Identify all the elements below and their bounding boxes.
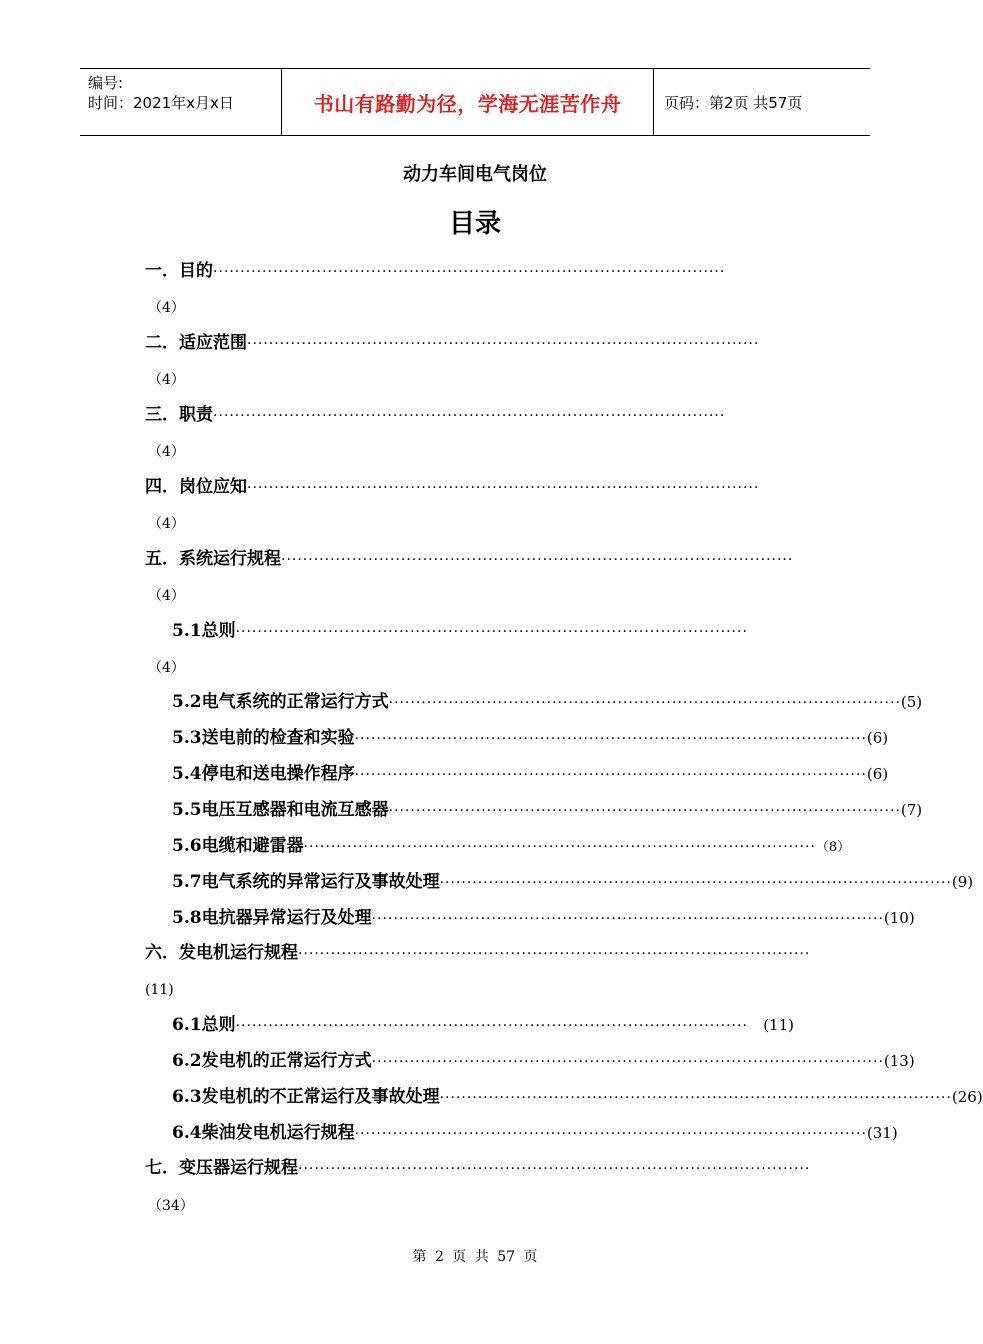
toc-entry[interactable] bbox=[145, 259, 777, 283]
toc-leader: ······························································································ bbox=[213, 408, 726, 424]
toc-entry[interactable] bbox=[172, 834, 851, 858]
toc-leader: ······························································································ bbox=[247, 336, 760, 352]
toc-leader: ······························································································ bbox=[247, 480, 760, 496]
toc-leader: ······························································································ bbox=[388, 803, 901, 819]
toc-entry[interactable] bbox=[172, 726, 889, 750]
motto-text: 书山有路勤为径，学海无涯苦作舟 bbox=[282, 69, 654, 135]
toc-page-number: （4） bbox=[148, 372, 185, 388]
toc-label: 5.1总则 bbox=[172, 621, 236, 641]
toc-label: 四．岗位应知 bbox=[145, 477, 247, 497]
toc-page-number: (11) bbox=[763, 1016, 794, 1034]
toc-entry[interactable] bbox=[145, 331, 777, 355]
doc-title: 目录 bbox=[448, 209, 501, 239]
toc-entry[interactable] bbox=[172, 690, 923, 714]
toc-page-number: （4） bbox=[148, 516, 185, 532]
toc-entry[interactable] bbox=[145, 547, 794, 571]
doc-subtitle: 动力车间电气岗位 bbox=[403, 164, 547, 185]
toc-leader: ······························································································ bbox=[298, 946, 811, 962]
header-table bbox=[80, 68, 870, 136]
toc-label: 6.1总则 bbox=[172, 1015, 236, 1035]
toc-leader: ······························································································ bbox=[213, 264, 726, 280]
toc-leader: ······························································································ bbox=[235, 624, 748, 640]
toc-label: 五．系统运行规程 bbox=[145, 549, 281, 569]
toc-label: 5.2电气系统的正常运行方式 bbox=[172, 692, 389, 712]
toc-entry[interactable] bbox=[172, 906, 915, 930]
toc-label: 七．变压器运行规程 bbox=[145, 1158, 298, 1178]
toc-entry[interactable] bbox=[172, 619, 780, 643]
toc-label: 六．发电机运行规程 bbox=[145, 943, 298, 963]
header-left-cell bbox=[80, 69, 282, 135]
toc-entry[interactable] bbox=[145, 403, 777, 427]
toc-leader: ······························································································ bbox=[371, 1054, 884, 1070]
toc-leader: ······························································································ bbox=[354, 731, 867, 747]
toc-page-number: （4） bbox=[148, 588, 185, 604]
toc-label: 一．目的 bbox=[145, 261, 213, 281]
toc-page-number: （4） bbox=[148, 300, 185, 316]
page-footer: 第 2 页 共 57 页 bbox=[412, 1249, 538, 1265]
toc-entry[interactable] bbox=[145, 475, 777, 499]
toc-leader: ······························································································ bbox=[354, 1126, 867, 1142]
toc-entry[interactable] bbox=[172, 762, 889, 786]
toc-leader: ······························································································ bbox=[388, 695, 901, 711]
toc-label: 三．职责 bbox=[145, 405, 213, 425]
toc-entry[interactable] bbox=[145, 941, 811, 965]
toc-page-number: (6) bbox=[866, 729, 889, 747]
toc-entry[interactable] bbox=[172, 1085, 983, 1109]
toc-entry[interactable] bbox=[172, 1013, 794, 1037]
toc-leader: ······························································································ bbox=[281, 552, 794, 568]
toc-label: 6.3发电机的不正常运行及事故处理 bbox=[172, 1087, 440, 1107]
toc-label: 5.3送电前的检查和实验 bbox=[172, 728, 355, 748]
toc-label: 5.7电气系统的异常运行及事故处理 bbox=[172, 872, 440, 892]
toc-page-number: （4） bbox=[148, 660, 185, 676]
toc-label: 5.5电压互感器和电流互感器 bbox=[172, 800, 389, 820]
toc-page-number: (7) bbox=[900, 801, 923, 819]
toc-page-number: （34） bbox=[148, 1198, 194, 1214]
toc-page-number: (13) bbox=[883, 1052, 915, 1070]
toc-page-number: (11) bbox=[145, 982, 174, 998]
time-label: 时间：2021年x月x日 bbox=[88, 94, 234, 112]
toc-label: 5.8电抗器异常运行及处理 bbox=[172, 908, 372, 928]
toc-leader: ······························································································ bbox=[354, 767, 867, 783]
toc-label: 5.6电缆和避雷器 bbox=[172, 836, 304, 856]
toc-entry[interactable] bbox=[172, 1121, 898, 1145]
toc-label: 6.4柴油发电机运行规程 bbox=[172, 1123, 355, 1143]
toc-page-number: (26) bbox=[951, 1088, 983, 1106]
toc-page-number: (10) bbox=[883, 909, 915, 927]
toc-leader: ······························································································ bbox=[439, 875, 952, 891]
toc-label: 5.4停电和送电操作程序 bbox=[172, 764, 355, 784]
toc-page-number: (31) bbox=[866, 1124, 898, 1142]
toc-page-number: (5) bbox=[900, 693, 923, 711]
toc-leader: ······························································································ bbox=[371, 911, 884, 927]
toc-page-number: (9) bbox=[951, 873, 974, 891]
toc-entry[interactable] bbox=[145, 1156, 811, 1180]
toc-page-number: （4） bbox=[148, 444, 185, 460]
number-label: 编号: bbox=[88, 74, 124, 92]
toc-leader: ······························································································ bbox=[303, 839, 816, 855]
toc-leader: ······························································································ bbox=[235, 1018, 748, 1034]
toc-label: 6.2发电机的正常运行方式 bbox=[172, 1051, 372, 1071]
toc-label: 二．适应范围 bbox=[145, 333, 247, 353]
toc-page-number: （8） bbox=[815, 840, 851, 855]
toc-page-number: (6) bbox=[866, 765, 889, 783]
toc-leader: ······························································································ bbox=[439, 1090, 952, 1106]
toc-entry[interactable] bbox=[172, 870, 974, 894]
toc-entry[interactable] bbox=[172, 1049, 915, 1073]
page-info: 页码：第2页 共57页 bbox=[664, 93, 803, 112]
toc-leader: ······························································································ bbox=[298, 1161, 811, 1177]
toc-entry[interactable] bbox=[172, 798, 923, 822]
